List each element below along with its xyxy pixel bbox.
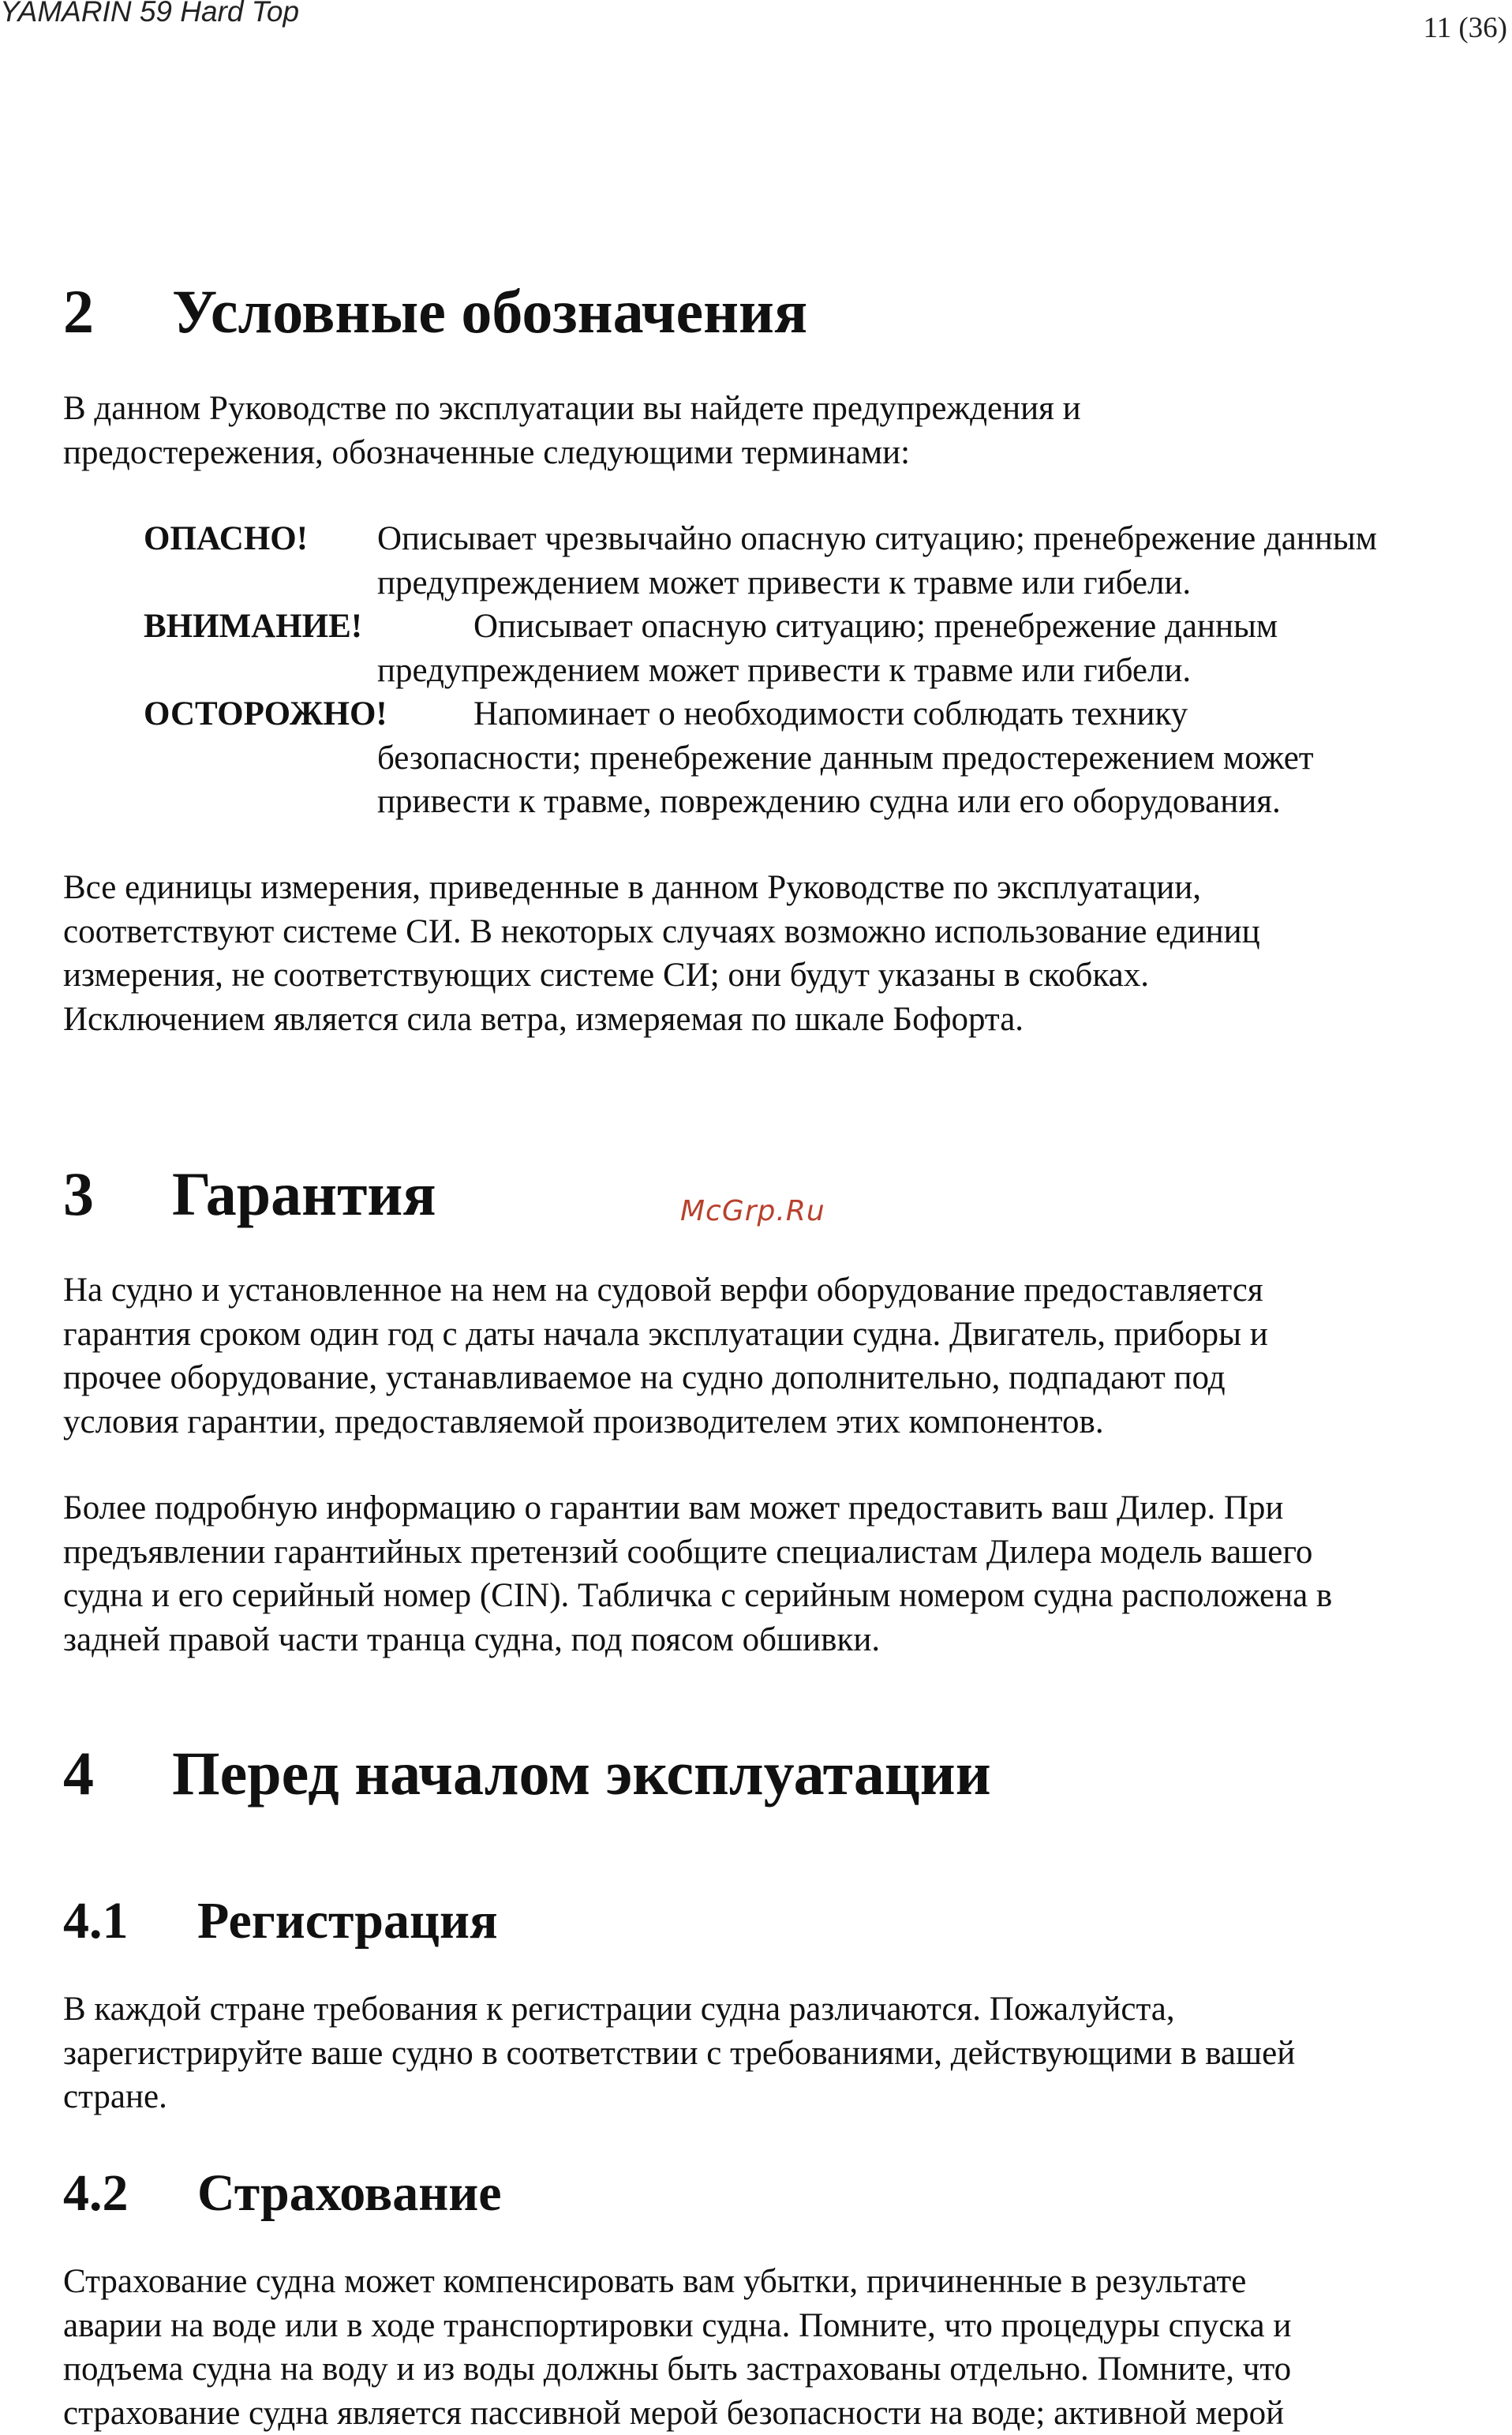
section-4-number: 4 [63,1743,94,1804]
text-line: соответствуют системе СИ. В некоторых случаях возможно использование единиц [63,910,1499,954]
definition-caution [144,692,1314,824]
definition-text: Напоминает о необходимости соблюдать технику [473,695,1188,732]
warranty-paragraph-1 [63,1268,1499,1444]
subsection-4-1-number: 4.1 [63,1895,129,1947]
text-line: судна и его серийный номер (CIN). Табличка с серийным номером судна расположена в [63,1574,1499,1618]
text-line: предъявлении гарантийных претензий сообщите специалистам Дилера модель вашего [63,1530,1499,1575]
term-caution: ОСТОРОЖНО! [144,692,473,736]
definition-warning [144,605,1278,692]
text-line: В каждой стране требования к регистрации судна различаются. Пожалуйста, [63,1987,1499,2032]
subsection-4-2-number: 4.2 [63,2167,129,2220]
text-line: измерения, не соответствующих системе СИ; они будут указаны в скобках. [63,953,1499,998]
definition-text: безопасности; пренебрежение данным предостережением может [144,736,1314,781]
text-line: Более подробную информацию о гарантии вам может предоставить ваш Дилер. При [63,1486,1499,1530]
definition-text: предупреждением может привести к травме или гибели. [144,649,1278,693]
warranty-paragraph-2 [63,1486,1499,1661]
units-paragraph [63,866,1499,1041]
subsection-4-2-title: Страхование [197,2167,502,2220]
text-line: прочее оборудование, устанавливаемое на судно дополнительно, подпадают под [63,1356,1499,1400]
text-line: подъема судна на воду и из воды должны быть застрахованы отдельно. Помните, что [63,2347,1499,2392]
text-line: аварии на воде или в ходе транспортировки судна. Помните, что процедуры спуска и [63,2304,1499,2348]
section-2-title: Условные обозначения [172,281,807,343]
text-line: гарантия сроком один год с даты начала эксплуатации судна. Двигатель, приборы и [63,1313,1499,1357]
text-line: условия гарантии, предоставляемой производителем этих компонентов. [63,1400,1499,1444]
definition-text: привести к травме, повреждению судна или его оборудования. [144,780,1314,824]
text-line: На судно и установленное на нем на судовой верфи оборудование предоставляется [63,1268,1499,1313]
registration-paragraph [63,1987,1499,2119]
text-line: В данном Руководстве по эксплуатации вы найдете предупреждения и [63,387,1499,431]
definition-text: Описывает опасную ситуацию; пренебрежение данным [473,608,1278,645]
text-line: задней правой части транца судна, под поясом обшивки. [63,1618,1499,1662]
section-4-title: Перед началом эксплуатации [172,1743,991,1804]
section-3-title: Гарантия [172,1163,436,1225]
page-number: 11 (36) [1423,11,1507,45]
section-2-intro [63,387,1499,474]
section-2-number: 2 [63,281,94,343]
term-warning: ВНИМАНИЕ! [144,605,473,649]
definition-text: предупреждением может привести к травме или гибели. [144,561,1377,605]
subsection-4-1-title: Регистрация [197,1895,498,1947]
text-line: Все единицы измерения, приведенные в данном Руководстве по эксплуатации, [63,866,1499,910]
definition-danger [144,517,1377,605]
text-line: предостережения, обозначенные следующими терминами: [63,431,1499,475]
term-danger: ОПАСНО! [144,517,377,561]
text-line: Исключением является сила ветра, измеряемая по шкале Бофорта. [63,998,1499,1042]
section-3-number: 3 [63,1163,94,1225]
text-line: зарегистрируйте ваше судно в соответствии с требованиями, действующими в вашей [63,2032,1499,2076]
watermark: McGrp.Ru [680,1195,825,1227]
text-line: стране. [63,2075,1499,2119]
text-line: Страхование судна может компенсировать вам убытки, причиненные в результате [63,2260,1499,2304]
text-line: страхование судна является пассивной мерой безопасности на воде; активной мерой [63,2392,1499,2435]
definition-text: Описывает чрезвычайно опасную ситуацию; пренебрежение данным [377,520,1377,557]
insurance-paragraph [63,2260,1499,2435]
document-title: YAMARIN 59 Hard Top [0,0,299,28]
